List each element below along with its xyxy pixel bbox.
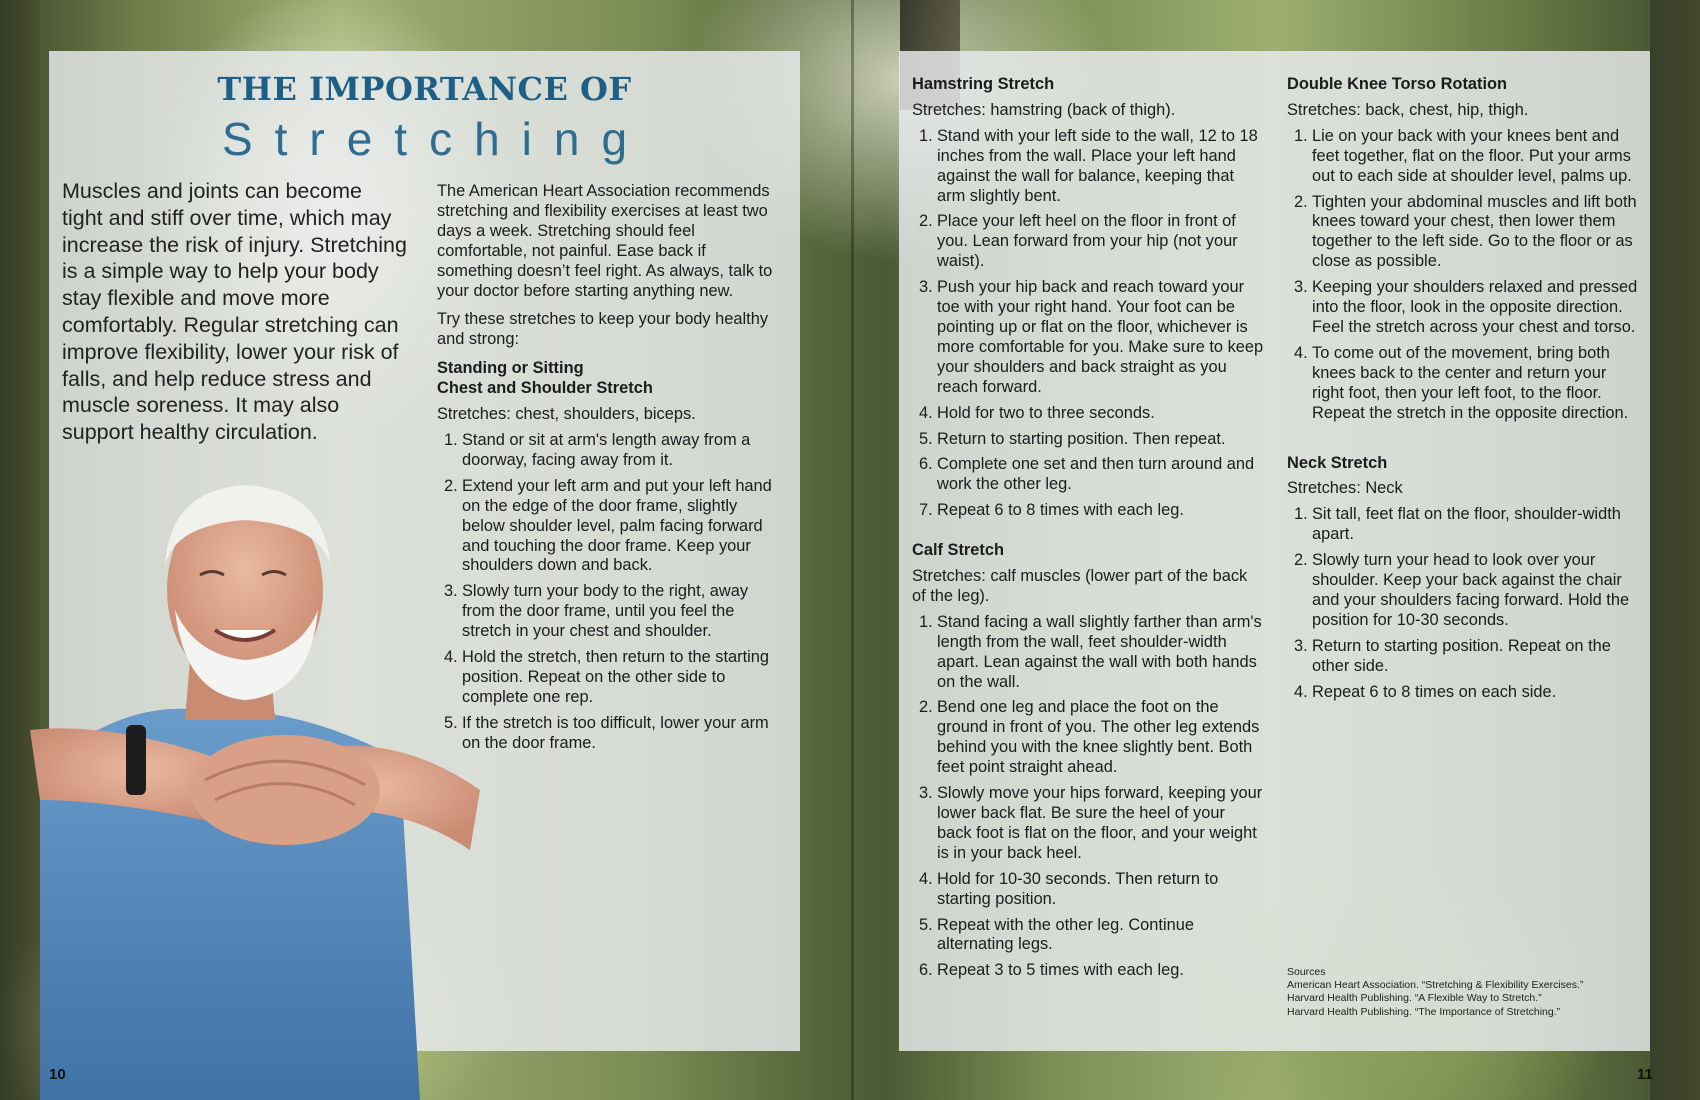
- step-number: 1.: [919, 612, 933, 631]
- step-number: 6.: [919, 455, 933, 474]
- page-title: Stretching: [221, 113, 650, 165]
- chest-shoulder-heading: [437, 359, 777, 399]
- step-text: Repeat 3 to 5 times with each leg.: [937, 961, 1184, 980]
- sources-label: Sources: [1287, 966, 1326, 978]
- source-item: American Heart Association. “Stretching & Flexibility Exercises.”: [1287, 979, 1584, 992]
- step-text: Stand facing a wall slightly farther than arm's length from the wall, feet shoulder-width apart. Lean against the wall with both hands on the wall.: [937, 612, 1262, 691]
- step-item: [912, 501, 1264, 521]
- step-text: If the stretch is too difficult, lower your arm on the door frame.: [462, 713, 769, 752]
- step-text: Complete one set and then turn around and work the other leg.: [937, 455, 1255, 494]
- step-text: Push your hip back and reach toward your toe with your right hand. Your foot can be pointing up or flat on the floor, whichever is more comfortable for you. Make sure to keep your shoulders and back straight as you reach forward.: [937, 278, 1264, 396]
- aha-paragraph: The American Heart Association recommends stretching and flexibility exercises at least two days a week. Stretching should feel comfortable, not painful. Ease back if something doesn’t feel right. As always, talk to your doctor before starting anything new.: [437, 182, 773, 300]
- step-number: 4.: [919, 403, 933, 422]
- step-text: Repeat 6 to 8 times with each leg.: [937, 501, 1184, 520]
- step-item: [1287, 505, 1641, 545]
- step-text: Repeat 6 to 8 times on each side.: [1312, 682, 1557, 701]
- step-number: 2.: [919, 212, 933, 231]
- step-item: [437, 714, 777, 754]
- try-paragraph: Try these stretches to keep your body healthy and strong:: [437, 310, 769, 349]
- step-item: [437, 477, 777, 577]
- step-number: 1.: [1294, 505, 1308, 524]
- column-torso-neck: [1287, 75, 1641, 708]
- step-number: 2.: [1294, 192, 1308, 211]
- torso-heading: Double Knee Torso Rotation: [1287, 75, 1508, 93]
- step-number: 6.: [919, 961, 933, 980]
- step-text: Stand with your left side to the wall, 12 to 18 inches from the wall. Place your left hand against the wall for balance, keeping that arm slightly bent.: [937, 126, 1258, 205]
- step-text: Stand or sit at arm's length away from a doorway, facing away from it.: [462, 430, 751, 469]
- step-number: 1.: [1294, 126, 1308, 145]
- step-item: [912, 455, 1264, 495]
- step-list: [1287, 505, 1641, 702]
- step-text: Sit tall, feet flat on the floor, shoulder-width apart.: [1312, 505, 1621, 544]
- step-number: 1.: [444, 430, 458, 449]
- step-number: 5.: [919, 915, 933, 934]
- column-chest-shoulder: [437, 182, 777, 760]
- step-text: Slowly turn your body to the right, away from the door frame, until you feel the stretch in your chest and shoulder.: [462, 582, 749, 641]
- source-item: Harvard Health Publishing. “The Importance of Stretching.”: [1287, 1005, 1561, 1018]
- step-number: 4.: [1294, 682, 1308, 701]
- step-list: [912, 127, 1264, 521]
- step-item: [912, 698, 1264, 778]
- step-item: [437, 431, 777, 471]
- step-text: To come out of the movement, bring both knees back to the center and return your right foot, then your left foot, to the floor. Repeat the stretch in the opposite direction.: [1312, 343, 1629, 422]
- stretches-line: Stretches: calf muscles (lower part of the back of the leg).: [912, 567, 1248, 605]
- step-item: [437, 582, 777, 642]
- step-number: 2.: [444, 476, 458, 495]
- step-item: [1287, 683, 1641, 703]
- step-number: 2.: [1294, 551, 1308, 570]
- step-list: [1287, 127, 1641, 424]
- step-number: 5.: [444, 713, 458, 732]
- page-number-left: 10: [49, 1066, 66, 1083]
- tree-trunk: [1650, 0, 1700, 1100]
- heading-line-1: Standing or Sitting: [437, 359, 584, 378]
- step-item: [912, 127, 1264, 207]
- stretches-line: Stretches: back, chest, hip, thigh.: [1287, 100, 1529, 119]
- step-number: 4.: [444, 648, 458, 667]
- step-item: [1287, 127, 1641, 187]
- step-number: 3.: [444, 582, 458, 601]
- step-text: Hold for 10-30 seconds. Then return to starting position.: [937, 869, 1219, 908]
- step-text: Keeping your shoulders relaxed and pressed into the floor, look in the opposite direction. Feel the stretch across your chest and torso.: [1312, 278, 1638, 336]
- step-item: [1287, 551, 1641, 631]
- step-text: Repeat with the other leg. Continue alternating legs.: [937, 915, 1194, 954]
- step-text: Tighten your abdominal muscles and lift both knees toward your chest, then lower them together to the left side. Go to the floor or as close as possible.: [1312, 192, 1637, 271]
- stretches-line: Stretches: chest, shoulders, biceps.: [437, 405, 696, 424]
- step-number: 3.: [1294, 636, 1308, 655]
- source-item: Harvard Health Publishing. “A Flexible Way to Stretch.”: [1287, 992, 1542, 1005]
- step-number: 5.: [919, 429, 933, 448]
- sources-block: [1287, 966, 1647, 1019]
- step-item: [912, 278, 1264, 397]
- step-number: 4.: [919, 869, 933, 888]
- neck-heading: Neck Stretch: [1287, 453, 1388, 472]
- step-number: 3.: [919, 278, 933, 297]
- column-hamstring-calf: [912, 75, 1264, 987]
- step-text: Hold the stretch, then return to the starting position. Repeat on the other side to complete one rep.: [462, 648, 770, 706]
- step-text: Lie on your back with your knees bent and feet together, flat on the floor. Put your arms out to each side at shoulder level, palms up.: [1312, 126, 1632, 185]
- calf-heading: Calf Stretch: [912, 541, 1004, 560]
- step-number: 3.: [919, 784, 933, 803]
- step-text: Hold for two to three seconds.: [937, 403, 1155, 422]
- step-number: 4.: [1294, 343, 1308, 362]
- heading-line-2: Chest and Shoulder Stretch: [437, 379, 653, 398]
- step-item: [1287, 637, 1641, 677]
- step-item: [912, 916, 1264, 956]
- step-item: [437, 648, 777, 708]
- title-line-1: THE IMPORTANCE OF: [217, 70, 632, 108]
- step-item: [912, 613, 1264, 693]
- step-number: 1.: [919, 126, 933, 145]
- step-item: [912, 870, 1264, 910]
- hamstring-heading: Hamstring Stretch: [912, 75, 1055, 93]
- step-text: Slowly move your hips forward, keeping your lower back flat. Be sure the heel of your back foot is flat on the floor, and your weight is in your back heel.: [937, 784, 1263, 862]
- page-gutter: [851, 0, 854, 1100]
- step-text: Place your left heel on the floor in front of you. Lean forward from your hip (not your waist).: [937, 212, 1238, 271]
- step-text: Extend your left arm and put your left hand on the edge of the door frame, slightly below shoulder level, palm facing forward and touching the door frame. Keep your shoulders down and back.: [462, 476, 772, 575]
- intro-paragraph: Muscles and joints can become tight and stiff over time, which may increase the risk of injury. Stretching is a simple way to help your body stay flexible and move more comfortably. Regular stretching can improve flexibility, lower your risk of falls, and help reduce stress and muscle soreness. It may also support healthy circulation.: [62, 179, 407, 445]
- step-number: 3.: [1294, 278, 1308, 297]
- step-item: [912, 961, 1264, 981]
- step-item: [1287, 278, 1641, 338]
- stretches-line: Stretches: Neck: [1287, 479, 1403, 498]
- step-text: Return to starting position. Repeat on the other side.: [1312, 636, 1611, 675]
- page-number-right: 11: [1637, 1066, 1653, 1083]
- step-text: Return to starting position. Then repeat.: [937, 429, 1226, 448]
- step-item: [1287, 193, 1641, 273]
- step-text: Slowly turn your head to look over your shoulder. Keep your back against the chair and your shoulders facing forward. Hold the position for 10-30 seconds.: [1312, 551, 1630, 629]
- step-text: Bend one leg and place the foot on the ground in front of you. The other leg extends behind you with the knee slightly bent. Both feet point straight ahead.: [937, 698, 1260, 777]
- step-list: [437, 431, 777, 754]
- step-item: [912, 212, 1264, 272]
- step-item: [1287, 344, 1641, 424]
- stretches-line: Stretches: hamstring (back of thigh).: [912, 100, 1176, 119]
- step-item: [912, 430, 1264, 450]
- step-item: [912, 784, 1264, 864]
- step-item: [912, 404, 1264, 424]
- step-number: 2.: [919, 698, 933, 717]
- step-number: 7.: [919, 501, 933, 520]
- step-list: [912, 613, 1264, 981]
